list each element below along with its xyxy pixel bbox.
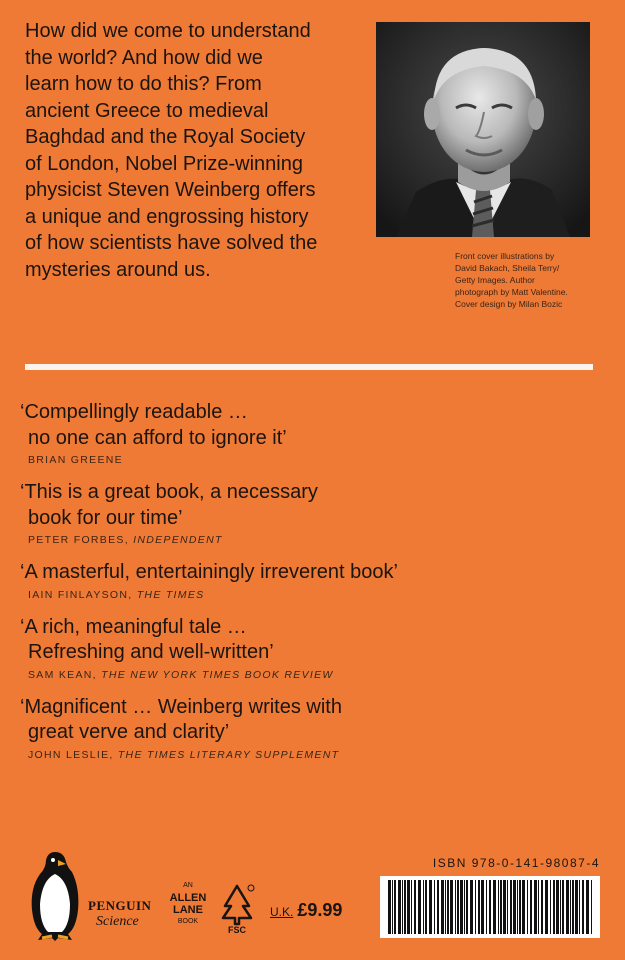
- barcode-bar: [407, 880, 410, 934]
- barcode-bar: [450, 880, 453, 934]
- quote-publication: INDEPENDENT: [133, 534, 223, 546]
- allen-lane-an: AN: [183, 882, 193, 889]
- author-portrait-image: [376, 22, 590, 237]
- barcode-bar: [513, 880, 516, 934]
- credits-line: David Bakach, Sheila Terry/: [455, 263, 560, 273]
- barcode-bar: [591, 880, 592, 934]
- barcode-bar: [541, 880, 543, 934]
- quote-line: ‘A masterful, entertainingly irreverent book’: [20, 561, 398, 583]
- blurb-line: How did we come to understand: [25, 20, 311, 42]
- allen-lane-logo: [168, 880, 208, 928]
- blurb-line: Baghdad and the Royal Society: [25, 126, 306, 148]
- barcode-bar: [455, 880, 456, 934]
- review-quote: [20, 400, 610, 466]
- barcode-bar: [447, 880, 449, 934]
- barcode-bar: [572, 880, 574, 934]
- quote-line: ‘This is a great book, a necessary: [20, 481, 318, 503]
- barcode-bar: [481, 880, 484, 934]
- barcode-bar: [475, 880, 476, 934]
- blurb-line: physicist Steven Weinberg offers: [25, 179, 316, 201]
- barcode-bar: [489, 880, 491, 934]
- barcode-bar: [560, 880, 561, 934]
- credits-line: Getty Images. Author: [455, 275, 535, 285]
- barcode-bar: [411, 880, 412, 934]
- barcode-bar: [470, 880, 473, 934]
- blurb-line: learn how to do this? From: [25, 73, 262, 95]
- barcode-bar: [466, 880, 468, 934]
- barcode-bar: [538, 880, 539, 934]
- quote-source: [28, 454, 610, 466]
- quote-line: ‘Magnificent … Weinberg writes with: [20, 695, 342, 718]
- quote-source: [28, 534, 610, 546]
- quote-line: ‘A rich, meaningful tale …: [20, 615, 247, 638]
- fsc-label: FSC: [228, 925, 246, 934]
- review-quotes: [20, 400, 610, 775]
- blurb-line: a unique and engrossing history: [25, 205, 309, 228]
- barcode-bar: [388, 880, 391, 934]
- barcode-bar: [429, 880, 432, 934]
- quote-text: [20, 560, 610, 586]
- barcode-bar: [478, 880, 480, 934]
- quote-author: JOHN LESLIE,: [28, 748, 114, 761]
- quote-line: no one can afford to ignore it’: [28, 426, 287, 449]
- barcode-bar: [414, 880, 416, 934]
- barcode-bar: [527, 880, 528, 934]
- barcode-bar: [418, 880, 421, 934]
- quote-source: [28, 589, 610, 601]
- barcode: [380, 876, 600, 938]
- fsc-logo-icon: [219, 882, 255, 934]
- barcode-bar: [534, 880, 537, 934]
- barcode-bar: [545, 880, 548, 934]
- barcode-bar: [522, 880, 525, 934]
- quote-line: Refreshing and well-written’: [28, 641, 274, 663]
- blurb-line: mysteries around us.: [25, 258, 211, 281]
- back-cover-blurb: [25, 18, 370, 283]
- penguin-wordmark: PENGUIN: [88, 898, 152, 913]
- barcode-bar: [566, 880, 569, 934]
- barcode-bar: [464, 880, 465, 934]
- quote-line: book for our time’: [28, 506, 183, 529]
- blurb-line: of how scientists have solved the: [25, 232, 318, 254]
- penguin-icon: [28, 848, 82, 943]
- quote-text: [20, 400, 610, 451]
- barcode-bar: [398, 880, 401, 934]
- barcode-bar: [392, 880, 393, 934]
- cover-credits: [455, 250, 605, 310]
- barcode-bar: [553, 880, 555, 934]
- barcode-bar: [575, 880, 578, 934]
- blurb-line: ancient Greece to medieval: [25, 99, 269, 122]
- isbn-number: ISBN 978-0-141-98087-4: [432, 856, 600, 870]
- barcode-image: [380, 876, 600, 938]
- barcode-bar: [402, 880, 403, 934]
- barcode-bar: [437, 880, 439, 934]
- barcode-bar: [434, 880, 435, 934]
- barcode-bar: [441, 880, 444, 934]
- quote-text: [20, 615, 610, 666]
- allen-lane-lane: LANE: [173, 904, 203, 916]
- barcode-bar: [425, 880, 427, 934]
- quote-source: [28, 749, 610, 761]
- barcode-block: [380, 856, 600, 941]
- quote-publication: THE NEW YORK TIMES BOOK REVIEW: [101, 668, 334, 681]
- barcode-bar: [510, 880, 512, 934]
- barcode-bar: [423, 880, 424, 934]
- barcode-bar: [586, 880, 589, 934]
- barcode-bar: [517, 880, 518, 934]
- quote-line: great verve and clarity’: [28, 721, 230, 743]
- quote-publication: THE TIMES LITERARY SUPPLEMENT: [117, 748, 340, 761]
- quote-source: [28, 669, 610, 681]
- barcode-bar: [519, 880, 521, 934]
- review-quote: [20, 695, 610, 761]
- price: [270, 900, 342, 921]
- quote-text: [20, 480, 610, 531]
- barcode-bar: [493, 880, 496, 934]
- review-quote: [20, 560, 610, 601]
- barcode-bar: [562, 880, 564, 934]
- barcode-bar: [550, 880, 551, 934]
- barcode-bar: [498, 880, 499, 934]
- barcode-bar: [556, 880, 559, 934]
- barcode-bar: [507, 880, 508, 934]
- barcode-bar: [445, 880, 446, 934]
- quote-author: IAIN FINLAYSON,: [28, 588, 133, 601]
- blurb-line: the world? And how did we: [25, 46, 263, 69]
- quote-author: BRIAN GREENE: [28, 454, 123, 466]
- allen-lane-book: BOOK: [177, 918, 199, 925]
- credits-line: Front cover illustrations by: [455, 251, 555, 261]
- quote-publication: THE TIMES: [136, 588, 205, 601]
- blurb-line: of London, Nobel Prize-winning: [25, 152, 303, 175]
- author-photo: [376, 22, 590, 237]
- barcode-bar: [486, 880, 487, 934]
- science-wordmark: Science: [96, 914, 139, 929]
- credits-line: Cover design by Milan Bozic: [455, 299, 563, 309]
- quote-text: [20, 695, 610, 746]
- barcode-bar: [500, 880, 502, 934]
- barcode-bar: [503, 880, 506, 934]
- barcode-bar: [579, 880, 580, 934]
- price-amount: £9.99: [297, 900, 343, 920]
- quote-author: SAM KEAN,: [28, 668, 97, 681]
- barcode-bar: [457, 880, 459, 934]
- barcode-bar: [460, 880, 463, 934]
- credits-line: photograph by Matt Valentine.: [455, 287, 568, 297]
- barcode-bar: [404, 880, 406, 934]
- price-region: U.K.: [270, 905, 294, 919]
- quote-author: PETER FORBES,: [28, 534, 129, 546]
- barcode-bar: [570, 880, 571, 934]
- barcode-bar: [530, 880, 532, 934]
- barcode-bar: [582, 880, 584, 934]
- review-quote: [20, 480, 610, 546]
- publisher-logos: [28, 848, 368, 943]
- quote-line: ‘Compellingly readable …: [20, 401, 248, 423]
- section-divider: [25, 364, 593, 370]
- allen-lane-allen: ALLEN: [169, 892, 207, 904]
- barcode-bar: [394, 880, 396, 934]
- review-quote: [20, 615, 610, 681]
